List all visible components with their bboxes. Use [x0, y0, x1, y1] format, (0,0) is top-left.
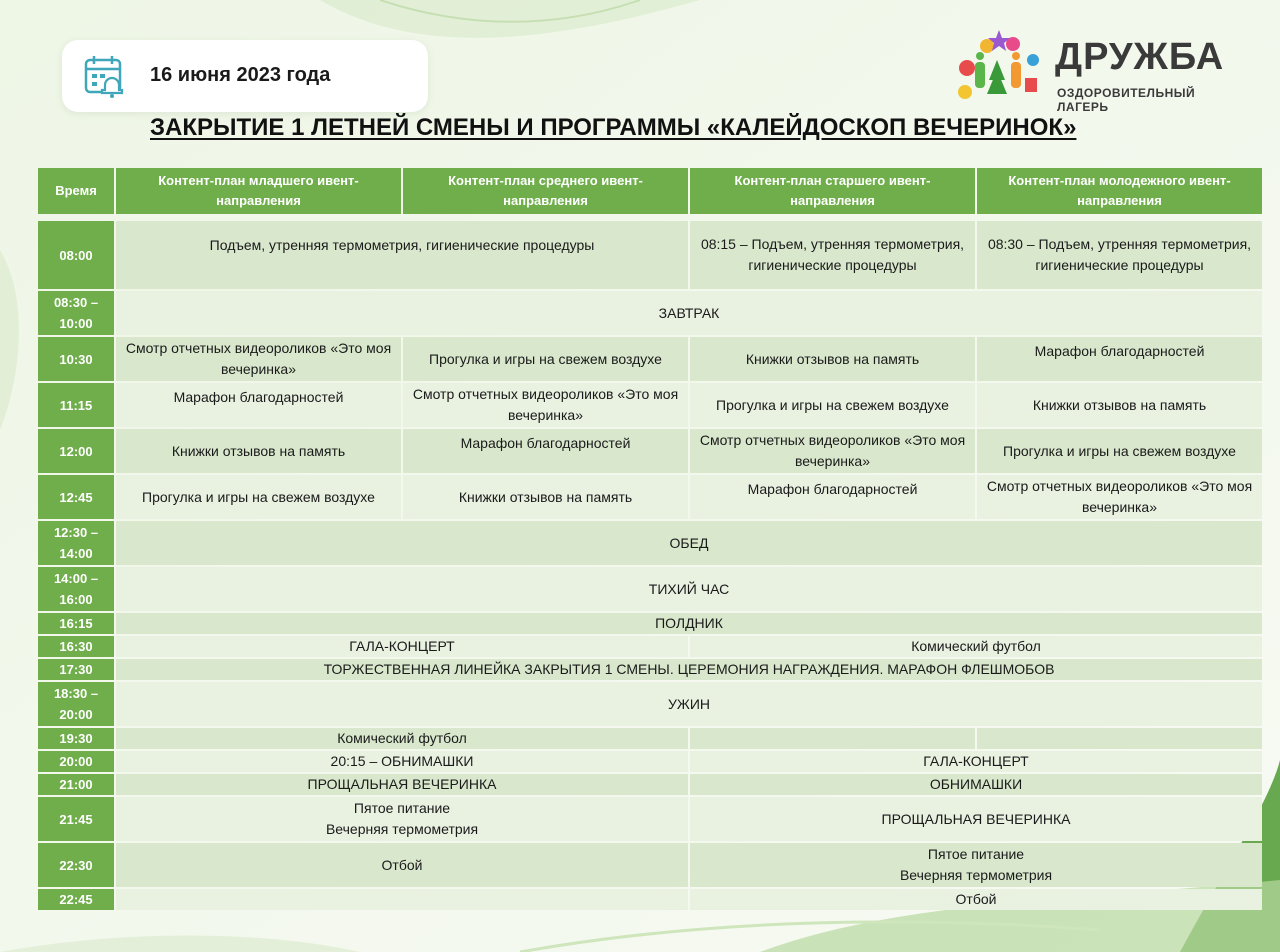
table-row — [38, 521, 1262, 565]
camp-logo — [955, 28, 1225, 114]
schedule-cell: Марафон благодарностей — [690, 475, 975, 519]
schedule-cell: 08:15 – Подъем, утренняя термометрия, гигиенические процедуры — [690, 221, 975, 289]
time-cell: 22:45 — [38, 889, 114, 910]
time-cell: 18:30 – 20:00 — [38, 682, 114, 726]
schedule-cell-empty — [977, 728, 1262, 749]
time-cell: 17:30 — [38, 659, 114, 680]
time-cell: 22:30 — [38, 843, 114, 887]
time-cell: 12:30 – 14:00 — [38, 521, 114, 565]
time-cell: 14:00 – 16:00 — [38, 567, 114, 611]
table-row — [38, 797, 1262, 841]
schedule-cell: Книжки отзывов на память — [690, 337, 975, 381]
table-row — [38, 337, 1262, 381]
page-title: ЗАКРЫТИЕ 1 ЛЕТНЕЙ СМЕНЫ И ПРОГРАММЫ «КАЛЕЙДОСКОП ВЕЧЕРИНОК» — [150, 114, 1077, 141]
time-cell: 16:15 — [38, 613, 114, 634]
schedule-cell: 08:30 – Подъем, утренняя термометрия, гигиенические процедуры — [977, 221, 1262, 289]
schedule-cell — [690, 843, 1262, 887]
table-row — [38, 751, 1262, 772]
schedule-line: Пятое питание — [353, 800, 451, 816]
schedule-cell: ПРОЩАЛЬНАЯ ВЕЧЕРИНКА — [116, 774, 688, 795]
schedule-cell: ПОЛДНИК — [116, 613, 1262, 634]
schedule-cell: Марафон благодарностей — [403, 429, 688, 473]
column-header-time: Время — [38, 168, 114, 214]
schedule-cell: Комический футбол — [116, 728, 688, 749]
table-row — [38, 613, 1262, 634]
schedule-cell: ГАЛА-КОНЦЕРТ — [116, 636, 688, 657]
table-row — [38, 383, 1262, 427]
schedule-cell: Прогулка и игры на свежем воздухе — [403, 337, 688, 381]
schedule-cell: 20:15 – ОБНИМАШКИ — [116, 751, 688, 772]
time-cell: 11:15 — [38, 383, 114, 427]
schedule-line: Пятое питание — [927, 846, 1025, 862]
time-cell: 08:30 – 10:00 — [38, 291, 114, 335]
schedule-line: Вечерняя термометрия — [325, 821, 479, 837]
event-date: 16 июня 2023 года — [150, 64, 331, 86]
schedule-cell: ОБЕД — [116, 521, 1262, 565]
schedule-cell: Смотр отчетных видеороликов «Это моя вечеринка» — [403, 383, 688, 427]
schedule-table — [36, 166, 1264, 912]
schedule-cell: Прогулка и игры на свежем воздухе — [690, 383, 975, 427]
column-header-senior: Контент-план старшего ивент-направления — [690, 168, 975, 214]
schedule-cell: ГАЛА-КОНЦЕРТ — [690, 751, 1262, 772]
logo-subtitle: ОЗДОРОВИТЕЛЬНЫЙ ЛАГЕРЬ — [1057, 86, 1196, 114]
schedule-cell — [116, 797, 688, 841]
table-row — [38, 682, 1262, 726]
time-cell: 20:00 — [38, 751, 114, 772]
table-row — [38, 567, 1262, 611]
schedule-cell: Смотр отчетных видеороликов «Это моя вечеринка» — [977, 475, 1262, 519]
time-cell: 16:30 — [38, 636, 114, 657]
schedule-cell: Прогулка и игры на свежем воздухе — [116, 475, 401, 519]
schedule-cell: Книжки отзывов на память — [403, 475, 688, 519]
schedule-cell: Отбой — [116, 843, 688, 887]
table-row — [38, 291, 1262, 335]
table-row — [38, 889, 1262, 910]
schedule-cell: Прогулка и игры на свежем воздухе — [977, 429, 1262, 473]
schedule-line: Вечерняя термометрия — [899, 867, 1053, 883]
schedule-cell-empty — [116, 889, 688, 910]
column-header-junior: Контент-план младшего ивент-направления — [116, 168, 401, 214]
table-header-row — [38, 168, 1262, 214]
schedule-cell: ТОРЖЕСТВЕННАЯ ЛИНЕЙКА ЗАКРЫТИЯ 1 СМЕНЫ. ЦЕРЕМОНИЯ НАГРАЖДЕНИЯ. МАРАФОН ФЛЕШМОБОВ — [116, 659, 1262, 680]
logo-name: ДРУЖБА — [1055, 36, 1225, 78]
time-cell: 12:00 — [38, 429, 114, 473]
table-row — [38, 636, 1262, 657]
table-row — [38, 843, 1262, 887]
time-cell: 21:00 — [38, 774, 114, 795]
time-cell: 10:30 — [38, 337, 114, 381]
table-row — [38, 429, 1262, 473]
column-header-youth: Контент-план молодежного ивент-направления — [977, 168, 1262, 214]
time-cell: 12:45 — [38, 475, 114, 519]
schedule-cell: Книжки отзывов на память — [116, 429, 401, 473]
date-card — [62, 40, 428, 112]
table-row — [38, 221, 1262, 289]
table-row — [38, 774, 1262, 795]
schedule-cell-empty — [690, 728, 975, 749]
table-row — [38, 659, 1262, 680]
calendar-bell-icon — [82, 52, 130, 100]
schedule-cell: ОБНИМАШКИ — [690, 774, 1262, 795]
table-row — [38, 728, 1262, 749]
schedule-cell: Смотр отчетных видеороликов «Это моя вечеринка» — [116, 337, 401, 381]
schedule-cell: Марафон благодарностей — [116, 383, 401, 427]
schedule-cell: ТИХИЙ ЧАС — [116, 567, 1262, 611]
time-cell: 21:45 — [38, 797, 114, 841]
schedule-cell: Подъем, утренняя термометрия, гигиенические процедуры — [116, 221, 688, 289]
time-cell: 08:00 — [38, 221, 114, 289]
schedule-cell: ЗАВТРАК — [116, 291, 1262, 335]
column-header-middle: Контент-план среднего ивент-направления — [403, 168, 688, 214]
schedule-cell: Комический футбол — [690, 636, 1262, 657]
schedule-cell: УЖИН — [116, 682, 1262, 726]
camp-children-icon — [955, 28, 1043, 106]
schedule-cell: Отбой — [690, 889, 1262, 910]
schedule-cell: Книжки отзывов на память — [977, 383, 1262, 427]
time-cell: 19:30 — [38, 728, 114, 749]
schedule-cell: Марафон благодарностей — [977, 337, 1262, 381]
table-row — [38, 475, 1262, 519]
schedule-cell: ПРОЩАЛЬНАЯ ВЕЧЕРИНКА — [690, 797, 1262, 841]
schedule-cell: Смотр отчетных видеороликов «Это моя вечеринка» — [690, 429, 975, 473]
